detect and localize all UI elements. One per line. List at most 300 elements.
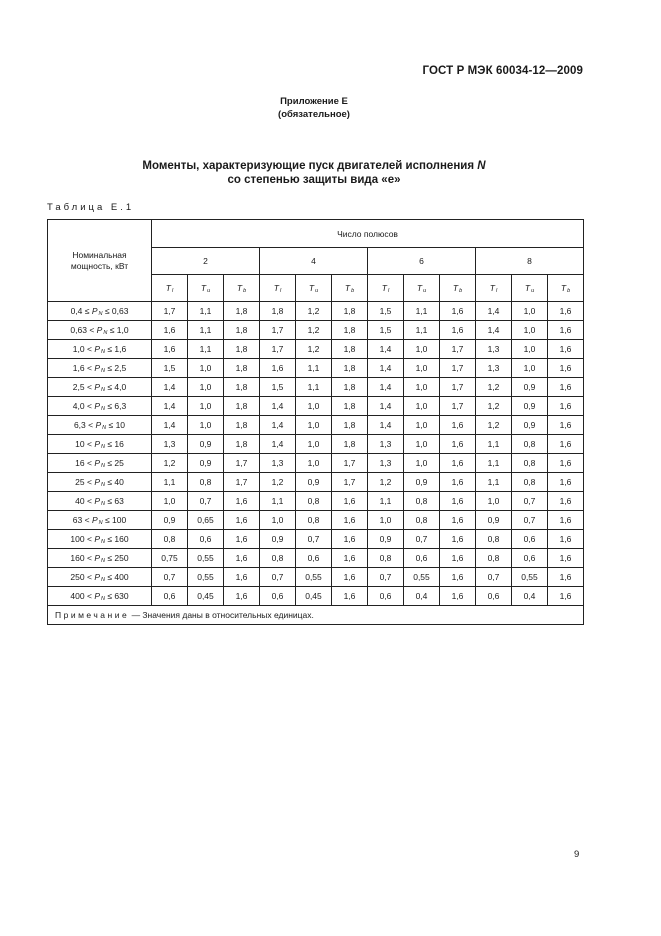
torque-symbol-subscript: l	[495, 287, 498, 294]
torque-value-cell: 1,0	[404, 359, 440, 378]
comparison-operator: ≤	[107, 590, 113, 601]
power-symbol: P	[94, 590, 100, 601]
torque-symbol: T	[200, 282, 207, 293]
torque-value-cell: 1,7	[440, 397, 476, 416]
comparison-operator: <	[86, 343, 92, 354]
comparison-operator: ≤	[107, 381, 113, 392]
torque-symbol: T	[489, 282, 495, 293]
torque-value-cell: 1,2	[476, 416, 512, 435]
torque-symbol-subscript: b	[459, 287, 463, 294]
power-low-value: 0,63	[70, 324, 87, 335]
comparison-operator: <	[86, 552, 92, 563]
power-range-cell	[48, 321, 152, 340]
torque-value-cell: 1,4	[476, 321, 512, 340]
torque-symbol-header	[260, 275, 296, 302]
pole-group-header: 8	[476, 248, 584, 275]
torque-value-cell: 1,1	[260, 492, 296, 511]
torque-value-cell: 1,0	[512, 302, 548, 321]
power-symbol-subscript: N	[100, 386, 105, 393]
power-symbol: P	[96, 324, 103, 335]
comparison-operator: <	[86, 533, 92, 544]
torque-value-cell: 0,9	[512, 378, 548, 397]
power-symbol: P	[94, 381, 100, 392]
torque-value-cell: 1,8	[332, 302, 368, 321]
pole-group-header: 4	[260, 248, 368, 275]
torque-value-cell: 1,4	[368, 397, 404, 416]
comparison-operator: <	[86, 400, 92, 411]
torque-value-cell: 0,8	[476, 530, 512, 549]
table-row	[48, 473, 584, 492]
torque-value-cell: 0,45	[296, 587, 332, 606]
torque-value-cell: 1,2	[476, 397, 512, 416]
pole-group-header: 6	[368, 248, 476, 275]
torque-value-cell: 1,3	[368, 435, 404, 454]
comparison-operator: ≤	[107, 457, 113, 468]
power-symbol: P	[94, 476, 100, 487]
table-row	[48, 397, 584, 416]
torque-value-cell: 1,8	[224, 340, 260, 359]
section-title-line-1: Моменты, характеризующие пуск двигателей исполнения N	[142, 160, 486, 172]
power-low-value: 250	[70, 571, 85, 582]
power-high-value: 63	[114, 495, 124, 506]
torque-value-cell: 0,8	[476, 549, 512, 568]
torque-value-cell: 1,6	[332, 549, 368, 568]
torque-value-cell: 1,7	[260, 340, 296, 359]
power-low-value: 25	[75, 476, 85, 487]
torque-value-cell: 0,7	[404, 530, 440, 549]
power-low-value: 4,0	[72, 400, 85, 411]
starting-torque-table	[47, 219, 584, 625]
torque-value-cell: 1,3	[476, 340, 512, 359]
torque-symbol: T	[452, 282, 459, 293]
torque-value-cell: 1,0	[188, 416, 224, 435]
table-row	[48, 435, 584, 454]
appendix-title: Приложение Е	[280, 96, 348, 107]
power-symbol-subscript: N	[98, 519, 103, 526]
torque-value-cell: 1,0	[296, 416, 332, 435]
power-symbol: P	[94, 571, 100, 582]
power-symbol-subscript: N	[100, 348, 105, 355]
comparison-operator: <	[86, 590, 92, 601]
torque-value-cell: 1,2	[296, 321, 332, 340]
power-range-cell	[48, 378, 152, 397]
section-title-line-2: со степенью защиты вида «е»	[227, 174, 401, 186]
torque-value-cell: 0,6	[152, 587, 188, 606]
table-row	[48, 302, 584, 321]
torque-value-cell: 0,8	[368, 549, 404, 568]
torque-value-cell: 0,8	[404, 492, 440, 511]
torque-value-cell: 1,6	[152, 321, 188, 340]
torque-value-cell: 1,8	[224, 359, 260, 378]
torque-value-cell: 1,7	[440, 359, 476, 378]
torque-value-cell: 0,9	[296, 473, 332, 492]
torque-value-cell: 1,0	[404, 340, 440, 359]
torque-symbol-header	[152, 275, 188, 302]
torque-value-cell: 1,8	[224, 435, 260, 454]
torque-value-cell: 0,7	[188, 492, 224, 511]
torque-value-cell: 1,6	[440, 511, 476, 530]
torque-value-cell: 1,1	[476, 435, 512, 454]
torque-value-cell: 1,0	[404, 397, 440, 416]
torque-value-cell: 1,1	[188, 321, 224, 340]
comparison-operator: ≤	[107, 362, 113, 373]
power-range-cell	[48, 435, 152, 454]
torque-value-cell: 1,2	[296, 302, 332, 321]
torque-value-cell: 0,6	[512, 530, 548, 549]
torque-value-cell: 1,0	[152, 492, 188, 511]
torque-value-cell: 1,4	[368, 340, 404, 359]
torque-value-cell: 1,0	[296, 454, 332, 473]
torque-value-cell: 1,2	[260, 473, 296, 492]
torque-value-cell: 1,0	[512, 340, 548, 359]
torque-value-cell: 0,8	[152, 530, 188, 549]
power-symbol: P	[94, 457, 100, 468]
torque-value-cell: 1,6	[548, 321, 584, 340]
power-low-value: 40	[75, 495, 85, 506]
torque-value-cell: 1,8	[260, 302, 296, 321]
note-prefix: Примечание	[55, 610, 130, 620]
torque-value-cell: 0,7	[152, 568, 188, 587]
torque-value-cell: 1,2	[476, 378, 512, 397]
torque-symbol-subscript: l	[279, 287, 282, 294]
comparison-operator: ≤	[104, 514, 110, 525]
torque-value-cell: 1,0	[404, 435, 440, 454]
power-high-value: 0,63	[111, 305, 129, 316]
torque-value-cell: 0,6	[368, 587, 404, 606]
torque-value-cell: 1,6	[332, 530, 368, 549]
torque-symbol-subscript: b	[351, 287, 355, 294]
torque-value-cell: 0,8	[404, 511, 440, 530]
poles-header-cell: Число полюсов	[152, 220, 584, 248]
torque-value-cell: 1,6	[224, 530, 260, 549]
table-row	[48, 587, 584, 606]
torque-value-cell: 1,4	[152, 397, 188, 416]
power-symbol-subscript: N	[100, 462, 105, 469]
power-symbol: P	[94, 400, 100, 411]
torque-value-cell: 1,4	[368, 378, 404, 397]
table-row	[48, 549, 584, 568]
torque-value-cell: 1,6	[260, 359, 296, 378]
power-range-cell	[48, 473, 152, 492]
table-row	[48, 530, 584, 549]
comparison-operator: ≤	[107, 495, 113, 506]
torque-value-cell: 1,0	[476, 492, 512, 511]
power-symbol: P	[94, 438, 100, 449]
torque-value-cell: 1,6	[548, 378, 584, 397]
torque-value-cell: 0,8	[188, 473, 224, 492]
torque-value-cell: 0,6	[296, 549, 332, 568]
torque-value-cell: 1,8	[224, 302, 260, 321]
comparison-operator: ≤	[108, 419, 114, 430]
torque-value-cell: 1,0	[404, 416, 440, 435]
power-range-cell	[48, 416, 152, 435]
table-row	[48, 321, 584, 340]
torque-value-cell: 1,6	[440, 435, 476, 454]
torque-value-cell: 0,55	[188, 568, 224, 587]
power-range-cell	[48, 530, 152, 549]
torque-symbol-header	[188, 275, 224, 302]
comparison-operator: <	[86, 362, 92, 373]
torque-value-cell: 0,8	[296, 492, 332, 511]
power-low-value: 1,6	[72, 362, 85, 373]
torque-value-cell: 0,9	[512, 397, 548, 416]
torque-symbol-header	[548, 275, 584, 302]
torque-value-cell: 1,6	[440, 416, 476, 435]
torque-value-cell: 1,1	[188, 340, 224, 359]
page-number: 9	[574, 849, 580, 860]
torque-symbol-header	[440, 275, 476, 302]
power-range-cell	[48, 397, 152, 416]
torque-value-cell: 1,6	[548, 397, 584, 416]
torque-symbol-subscript: u	[207, 287, 211, 294]
torque-value-cell: 1,0	[512, 359, 548, 378]
power-symbol-subscript: N	[100, 405, 105, 412]
torque-value-cell: 1,7	[332, 473, 368, 492]
torque-value-cell: 1,6	[440, 549, 476, 568]
table-note-row	[48, 606, 584, 625]
torque-value-cell: 0,9	[368, 530, 404, 549]
torque-value-cell: 1,8	[224, 416, 260, 435]
torque-value-cell: 1,1	[368, 492, 404, 511]
torque-value-cell: 0,55	[296, 568, 332, 587]
torque-value-cell: 0,7	[512, 492, 548, 511]
torque-value-cell: 0,7	[476, 568, 512, 587]
power-range-cell	[48, 302, 152, 321]
torque-symbol-subscript: b	[243, 287, 247, 294]
torque-value-cell: 1,6	[548, 473, 584, 492]
torque-value-cell: 1,6	[224, 549, 260, 568]
torque-value-cell: 1,4	[260, 416, 296, 435]
comparison-operator: <	[86, 438, 92, 449]
torque-value-cell: 0,55	[512, 568, 548, 587]
torque-symbol: T	[524, 282, 531, 293]
torque-value-cell: 1,6	[332, 587, 368, 606]
torque-value-cell: 1,1	[296, 378, 332, 397]
power-high-value: 40	[114, 476, 124, 487]
torque-value-cell: 1,0	[260, 511, 296, 530]
torque-symbol-header	[512, 275, 548, 302]
power-header-cell	[48, 220, 152, 302]
torque-value-cell: 1,6	[224, 492, 260, 511]
torque-value-cell: 0,6	[188, 530, 224, 549]
torque-value-cell: 1,6	[548, 340, 584, 359]
power-low-value: 16	[75, 457, 85, 468]
torque-value-cell: 1,8	[332, 416, 368, 435]
torque-value-cell: 1,6	[440, 321, 476, 340]
power-symbol: P	[94, 552, 100, 563]
power-high-value: 630	[114, 590, 129, 601]
torque-value-cell: 1,4	[368, 416, 404, 435]
torque-value-cell: 1,1	[152, 473, 188, 492]
torque-value-cell: 1,7	[440, 340, 476, 359]
torque-value-cell: 1,5	[260, 378, 296, 397]
section-title	[0, 159, 628, 187]
torque-value-cell: 1,6	[224, 568, 260, 587]
comparison-operator: ≤	[107, 400, 113, 411]
torque-value-cell: 0,9	[152, 511, 188, 530]
comparison-operator: ≤	[107, 571, 113, 582]
torque-value-cell: 0,9	[404, 473, 440, 492]
torque-value-cell: 1,6	[224, 511, 260, 530]
torque-value-cell: 1,4	[368, 359, 404, 378]
appendix-type: (обязательное)	[278, 109, 350, 120]
torque-value-cell: 1,5	[152, 359, 188, 378]
power-range-cell	[48, 549, 152, 568]
torque-value-cell: 1,1	[188, 302, 224, 321]
comparison-operator: <	[86, 571, 92, 582]
torque-value-cell: 0,9	[188, 435, 224, 454]
torque-value-cell: 1,7	[224, 454, 260, 473]
torque-value-cell: 1,0	[296, 435, 332, 454]
power-range-cell	[48, 359, 152, 378]
torque-value-cell: 1,8	[224, 378, 260, 397]
torque-value-cell: 1,1	[476, 454, 512, 473]
power-low-value: 63	[72, 514, 83, 525]
comparison-operator: ≤	[107, 533, 113, 544]
torque-value-cell: 0,6	[260, 587, 296, 606]
pole-group-header: 2	[152, 248, 260, 275]
power-symbol: P	[94, 533, 100, 544]
torque-value-cell: 1,8	[224, 321, 260, 340]
torque-value-cell: 0,6	[404, 549, 440, 568]
torque-value-cell: 0,8	[296, 511, 332, 530]
torque-value-cell: 1,6	[440, 587, 476, 606]
torque-value-cell: 1,8	[332, 397, 368, 416]
torque-symbol-header	[332, 275, 368, 302]
torque-value-cell: 1,4	[260, 397, 296, 416]
note-text: — Значения даны в относительных единицах.	[129, 610, 314, 620]
comparison-operator: <	[89, 324, 95, 335]
power-symbol: P	[91, 514, 98, 525]
torque-value-cell: 0,6	[512, 549, 548, 568]
torque-value-cell: 1,6	[548, 435, 584, 454]
table-row	[48, 359, 584, 378]
torque-value-cell: 0,4	[404, 587, 440, 606]
comparison-operator: ≤	[109, 324, 115, 335]
torque-value-cell: 0,7	[368, 568, 404, 587]
torque-symbol-header	[476, 275, 512, 302]
comparison-operator: <	[86, 381, 92, 392]
torque-symbol: T	[273, 282, 279, 293]
torque-value-cell: 1,0	[296, 397, 332, 416]
power-low-value: 100	[70, 533, 85, 544]
power-high-value: 1,0	[116, 324, 129, 335]
torque-value-cell: 1,6	[440, 454, 476, 473]
torque-value-cell: 1,6	[152, 340, 188, 359]
torque-value-cell: 1,8	[224, 397, 260, 416]
table-row	[48, 568, 584, 587]
torque-value-cell: 0,9	[512, 416, 548, 435]
torque-value-cell: 1,6	[548, 511, 584, 530]
torque-value-cell: 1,3	[368, 454, 404, 473]
power-high-value: 4,0	[114, 381, 127, 392]
torque-value-cell: 1,1	[476, 473, 512, 492]
torque-symbol-subscript: l	[387, 287, 390, 294]
torque-symbol: T	[381, 282, 387, 293]
table-note	[48, 606, 584, 625]
power-high-value: 10	[115, 419, 126, 430]
torque-symbol: T	[308, 282, 315, 293]
power-symbol-subscript: N	[100, 576, 105, 583]
power-symbol-subscript: N	[100, 481, 105, 488]
torque-value-cell: 1,6	[548, 530, 584, 549]
power-symbol-subscript: N	[100, 538, 105, 545]
table-row	[48, 416, 584, 435]
table-row	[48, 454, 584, 473]
torque-value-cell: 1,2	[368, 473, 404, 492]
power-high-value: 160	[114, 533, 129, 544]
torque-symbol-header	[224, 275, 260, 302]
torque-symbol-subscript: u	[531, 287, 535, 294]
torque-value-cell: 1,6	[440, 568, 476, 587]
torque-value-cell: 1,6	[440, 492, 476, 511]
torque-symbol-header	[368, 275, 404, 302]
power-low-value: 160	[70, 552, 85, 563]
header-row-poles	[48, 220, 584, 248]
torque-value-cell: 1,0	[188, 359, 224, 378]
torque-value-cell: 0,55	[188, 549, 224, 568]
torque-value-cell: 1,8	[332, 359, 368, 378]
comparison-operator: ≤	[84, 305, 90, 316]
power-low-value: 10	[75, 438, 85, 449]
power-header-line-1: Номинальная	[72, 249, 127, 260]
torque-value-cell: 1,0	[188, 397, 224, 416]
table-row	[48, 340, 584, 359]
torque-value-cell: 1,4	[260, 435, 296, 454]
torque-value-cell: 1,6	[548, 359, 584, 378]
power-high-value: 100	[112, 514, 127, 525]
power-symbol-subscript: N	[103, 329, 108, 336]
torque-value-cell: 1,6	[440, 473, 476, 492]
torque-value-cell: 0,7	[260, 568, 296, 587]
torque-value-cell: 1,8	[332, 340, 368, 359]
torque-value-cell: 1,8	[332, 435, 368, 454]
torque-value-cell: 1,5	[368, 321, 404, 340]
power-symbol-subscript: N	[100, 367, 105, 374]
comparison-operator: <	[88, 419, 94, 430]
torque-symbol-header	[296, 275, 332, 302]
torque-value-cell: 0,75	[152, 549, 188, 568]
torque-symbol-subscript: u	[315, 287, 319, 294]
power-high-value: 1,6	[114, 343, 127, 354]
torque-symbol: T	[416, 282, 423, 293]
power-symbol-subscript: N	[100, 443, 105, 450]
torque-value-cell: 1,0	[404, 378, 440, 397]
torque-value-cell: 0,8	[260, 549, 296, 568]
torque-value-cell: 1,8	[332, 378, 368, 397]
torque-value-cell: 0,45	[188, 587, 224, 606]
torque-value-cell: 1,4	[152, 416, 188, 435]
power-high-value: 16	[114, 438, 124, 449]
comparison-operator: <	[86, 495, 92, 506]
comparison-operator: ≤	[107, 343, 113, 354]
power-high-value: 2,5	[114, 362, 127, 373]
torque-value-cell: 1,6	[548, 492, 584, 511]
power-symbol-subscript: N	[100, 595, 105, 602]
torque-value-cell: 0,8	[512, 435, 548, 454]
torque-symbol-subscript: b	[567, 287, 571, 294]
comparison-operator: <	[86, 457, 92, 468]
power-range-cell	[48, 492, 152, 511]
table-row	[48, 378, 584, 397]
comparison-operator: ≤	[107, 552, 113, 563]
torque-symbol-subscript: u	[423, 287, 427, 294]
torque-value-cell: 1,5	[368, 302, 404, 321]
power-high-value: 400	[114, 571, 129, 582]
power-symbol: P	[94, 343, 100, 354]
torque-value-cell: 1,0	[512, 321, 548, 340]
power-range-cell	[48, 340, 152, 359]
